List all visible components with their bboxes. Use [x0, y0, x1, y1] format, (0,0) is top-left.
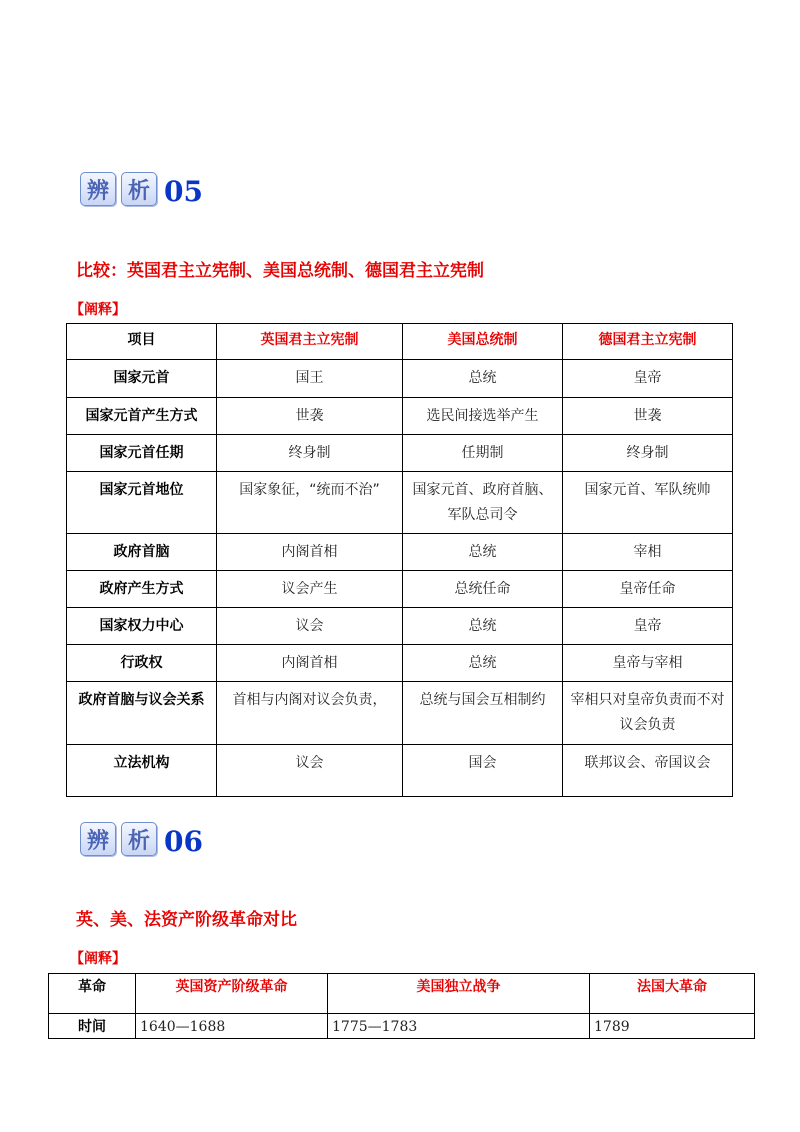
value-cell: 议会	[217, 745, 403, 797]
section-06-title: 英、美、法资产阶级革命对比	[76, 910, 297, 930]
value-cell: 总统与国会互相制约	[403, 682, 563, 745]
row-label-cell: 行政权	[67, 645, 217, 682]
row-label-cell: 国家元首产生方式	[67, 398, 217, 435]
table-row	[67, 534, 733, 571]
value-cell: 总统	[403, 360, 563, 398]
value-cell: 内阁首相	[217, 534, 403, 571]
value-cell: 1640—1688	[136, 1014, 328, 1039]
section-number: 06	[164, 825, 203, 858]
value-cell: 终身制	[217, 435, 403, 472]
row-label-cell: 国家元首	[67, 360, 217, 398]
section-05-explain-label: 【阐释】	[70, 302, 126, 318]
row-label-cell: 立法机构	[67, 745, 217, 797]
section-06-heading	[80, 822, 203, 856]
comparison-table-politics	[66, 323, 733, 797]
value-cell: 国会	[403, 745, 563, 797]
bian-badge-icon: 辨	[80, 172, 116, 206]
row-label-cell: 时间	[49, 1014, 136, 1039]
header-cell: 美国总统制	[403, 324, 563, 360]
row-label-cell: 国家元首地位	[67, 472, 217, 534]
header-cell: 德国君主立宪制	[563, 324, 733, 360]
comparison-table-revolutions	[48, 973, 755, 1039]
section-06-explain-label: 【阐释】	[70, 951, 126, 967]
xi-badge-icon: 析	[121, 822, 157, 856]
value-cell: 联邦议会、帝国议会	[563, 745, 733, 797]
table-row	[67, 745, 733, 797]
table-row	[67, 571, 733, 608]
value-cell: 皇帝与宰相	[563, 645, 733, 682]
section-number: 05	[164, 175, 203, 208]
value-cell: 皇帝任命	[563, 571, 733, 608]
value-cell: 内阁首相	[217, 645, 403, 682]
table-row	[49, 1014, 755, 1039]
section-05-title: 比较：英国君主立宪制、美国总统制、德国君主立宪制	[76, 261, 484, 281]
value-cell: 宰相只对皇帝负责而不对议会负责	[563, 682, 733, 745]
header-cell: 革命	[49, 974, 136, 1014]
value-cell: 总统任命	[403, 571, 563, 608]
header-cell: 英国君主立宪制	[217, 324, 403, 360]
value-cell: 国家象征，“统而不治”	[217, 472, 403, 534]
value-cell: 1775—1783	[328, 1014, 590, 1039]
value-cell: 1789	[590, 1014, 755, 1039]
xi-badge-icon: 析	[121, 172, 157, 206]
header-cell: 法国大革命	[590, 974, 755, 1014]
value-cell: 议会产生	[217, 571, 403, 608]
value-cell: 总统	[403, 645, 563, 682]
table-row	[67, 645, 733, 682]
row-label-cell: 国家元首任期	[67, 435, 217, 472]
value-cell: 国家元首、政府首脑、军队总司令	[403, 472, 563, 534]
header-cell: 英国资产阶级革命	[136, 974, 328, 1014]
value-cell: 终身制	[563, 435, 733, 472]
row-label-cell: 政府首脑	[67, 534, 217, 571]
value-cell: 世袭	[217, 398, 403, 435]
table-row	[67, 435, 733, 472]
value-cell: 任期制	[403, 435, 563, 472]
value-cell: 选民间接选举产生	[403, 398, 563, 435]
header-cell: 美国独立战争	[328, 974, 590, 1014]
value-cell: 首相与内阁对议会负责，	[217, 682, 403, 745]
table-row	[67, 398, 733, 435]
bian-badge-icon: 辨	[80, 822, 116, 856]
value-cell: 皇帝	[563, 360, 733, 398]
value-cell: 国家元首、军队统帅	[563, 472, 733, 534]
value-cell: 国王	[217, 360, 403, 398]
table-row	[67, 608, 733, 645]
row-label-cell: 国家权力中心	[67, 608, 217, 645]
table-row	[67, 472, 733, 534]
header-cell: 项目	[67, 324, 217, 360]
value-cell: 总统	[403, 534, 563, 571]
table-row	[67, 682, 733, 745]
section-05-heading	[80, 172, 203, 206]
value-cell: 皇帝	[563, 608, 733, 645]
row-label-cell: 政府产生方式	[67, 571, 217, 608]
value-cell: 世袭	[563, 398, 733, 435]
row-label-cell: 政府首脑与议会关系	[67, 682, 217, 745]
value-cell: 总统	[403, 608, 563, 645]
value-cell: 宰相	[563, 534, 733, 571]
table-row	[67, 360, 733, 398]
value-cell: 议会	[217, 608, 403, 645]
